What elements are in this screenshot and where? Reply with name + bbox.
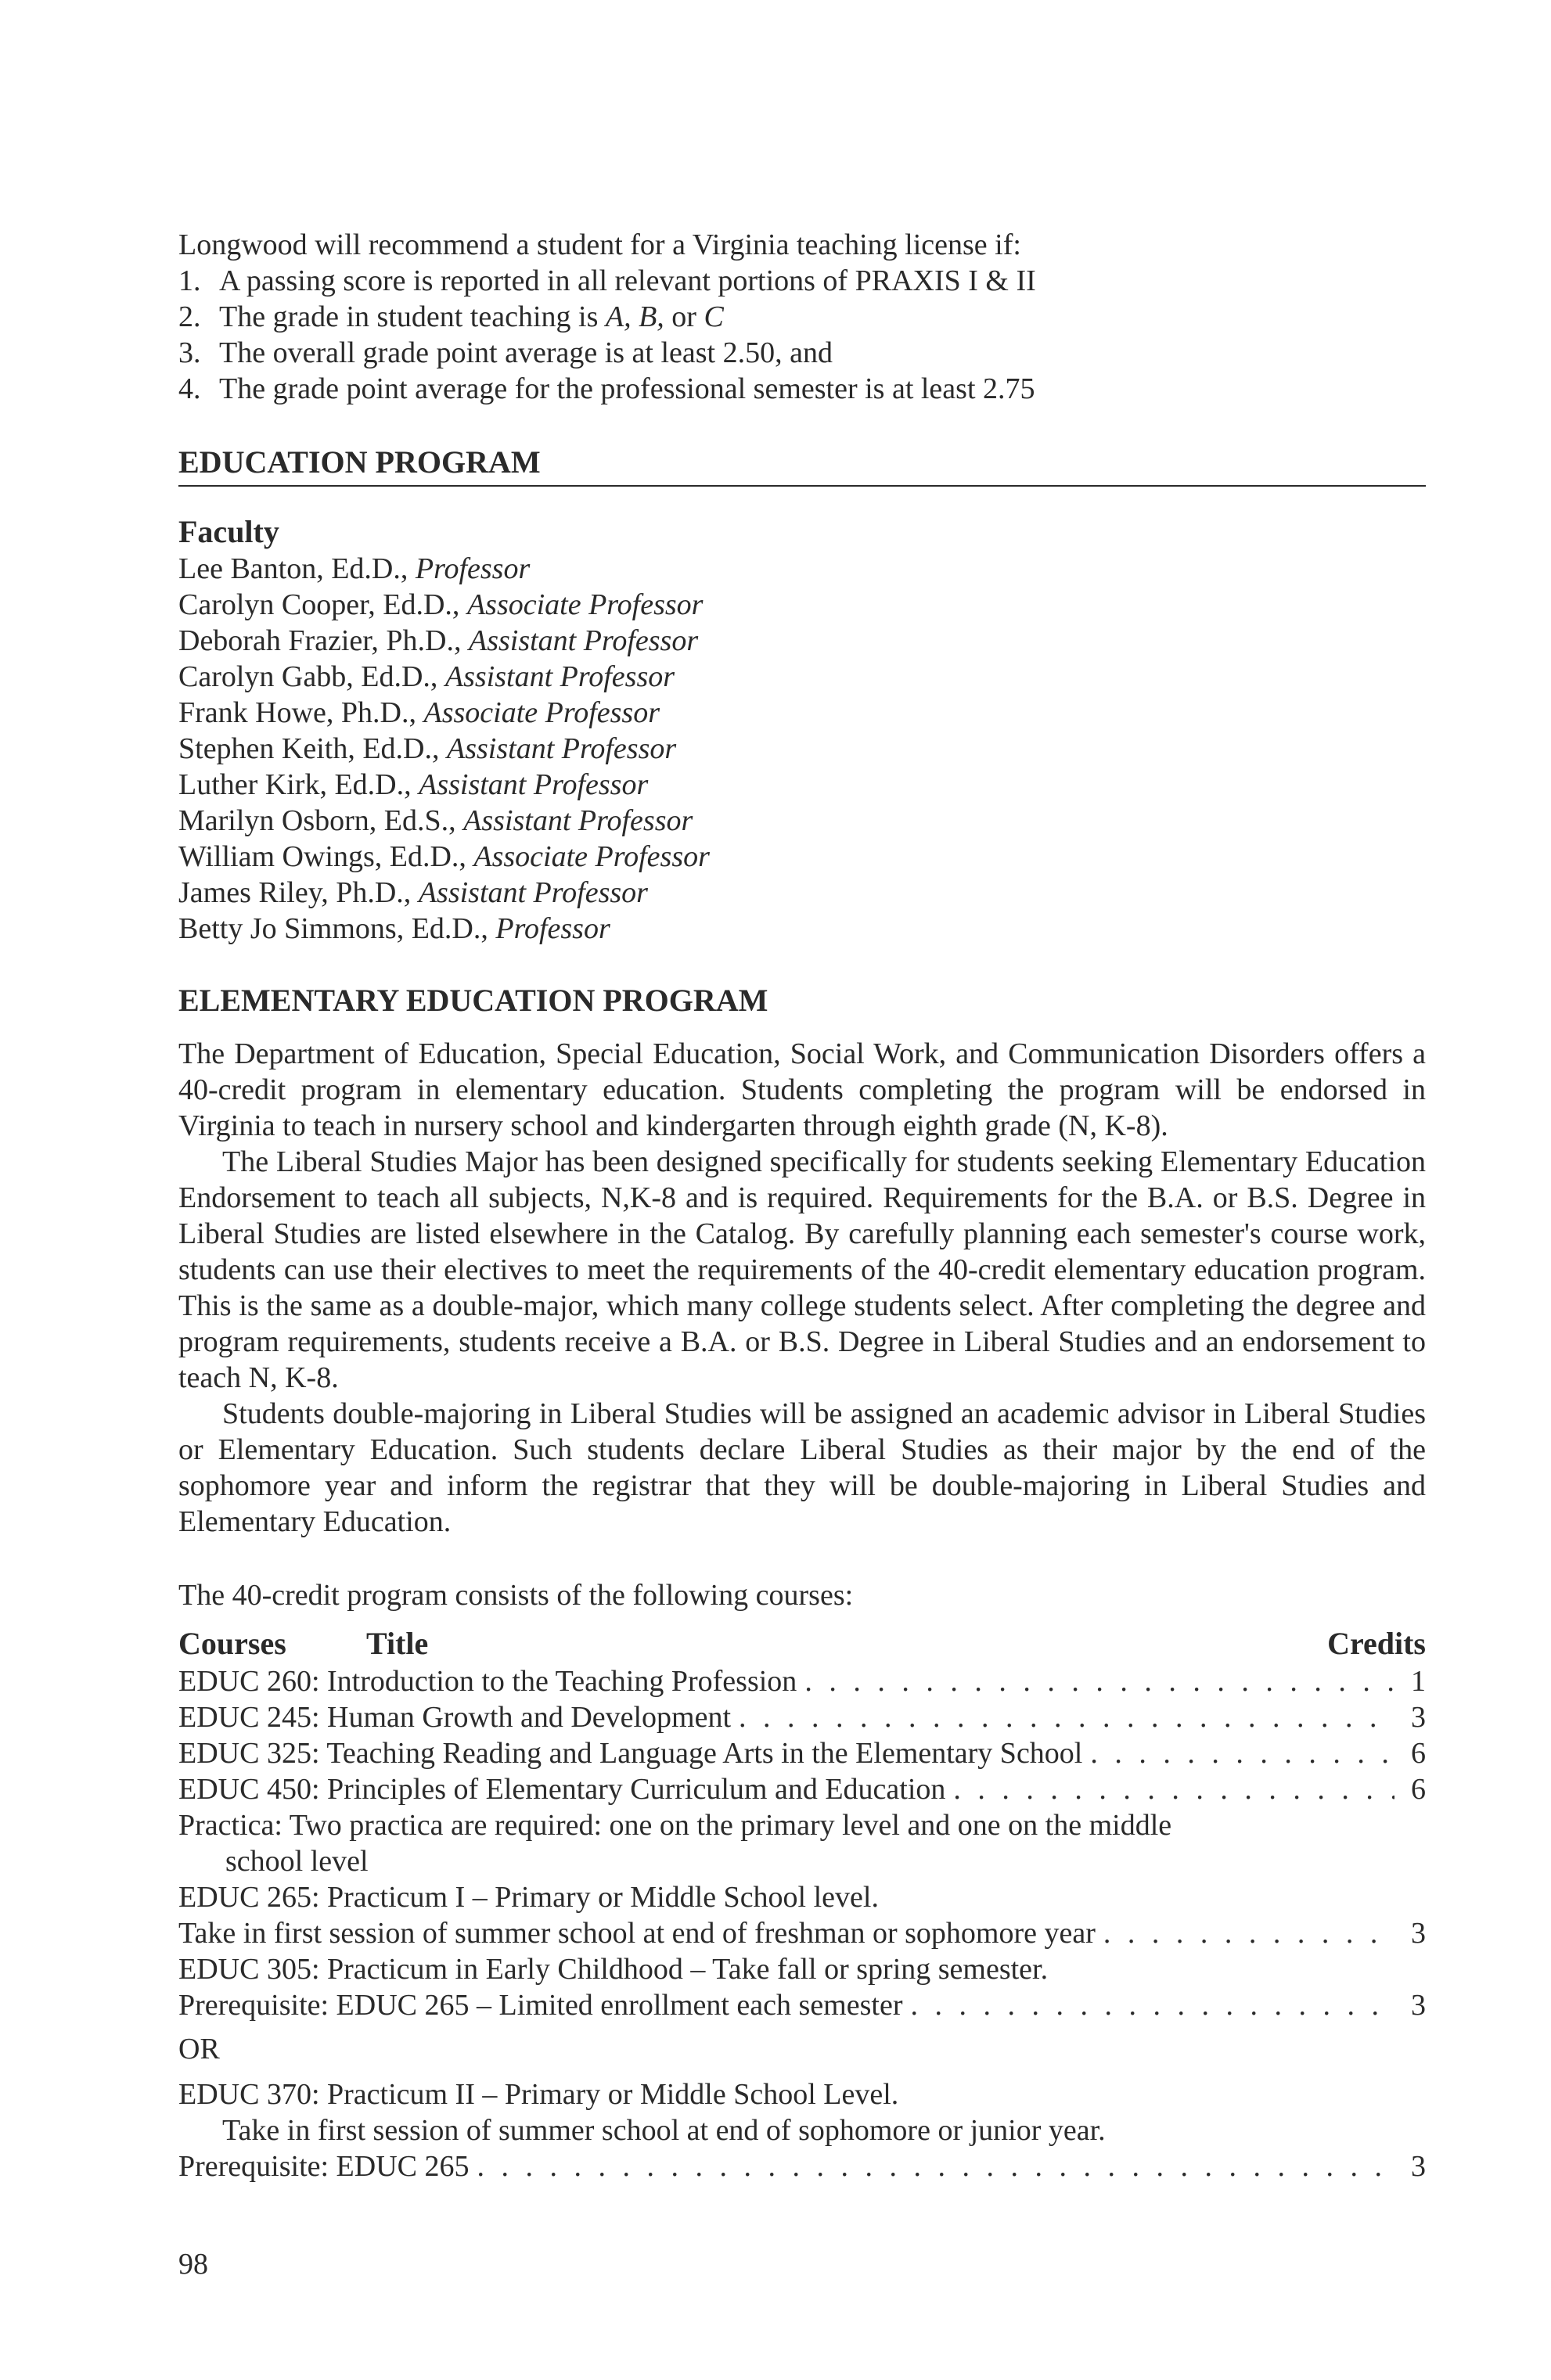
- faculty-member: Frank Howe, Ph.D., Associate Professor: [178, 696, 660, 729]
- course-table-header: [178, 1624, 1426, 1663]
- course-note: Take in first session of summer school at end of sophomore or junior year.: [222, 2114, 1106, 2147]
- license-requirements: [178, 263, 1426, 407]
- faculty-member: Stephen Keith, Ed.D., Assistant Professor: [178, 732, 677, 765]
- license-intro: Longwood will recommend a student for a Virginia teaching license if:: [178, 228, 1021, 261]
- column-title: Title: [366, 1626, 429, 1661]
- faculty-member: William Owings, Ed.D., Associate Professor: [178, 840, 710, 873]
- section-heading: ELEMENTARY EDUCATION PROGRAM: [178, 983, 768, 1018]
- course-row: EDUC 450: Principles of Elementary Curriculum and Education . . . 6: [178, 1771, 1426, 1807]
- course-row: EDUC 260: Introduction to the Teaching Profession . . . 1: [178, 1663, 1426, 1699]
- faculty-member: Marilyn Osborn, Ed.S., Assistant Professor: [178, 804, 693, 837]
- catalog-page: [178, 227, 1426, 2184]
- course-title-line: EDUC 265: Practicum I – Primary or Middle School level.: [178, 1881, 879, 1914]
- course-title-line: EDUC 305: Practicum in Early Childhood – Take fall or spring semester.: [178, 1953, 1049, 1986]
- course-row: EDUC 245: Human Growth and Development . . . 3: [178, 1699, 1426, 1735]
- section-heading: EDUCATION PROGRAM: [178, 443, 1426, 487]
- paragraph: Students double-majoring in Liberal Studies will be assigned an academic advisor in Liberal Studies or Elementary Education. Such students declare Liberal Studies as their major by the end of the sophomore year and inform the registrar that they will be double-majoring in Liberal Studies and Elementary Education.: [178, 1397, 1426, 1538]
- paragraph: The Department of Education, Special Education, Social Work, and Communication Disorders offers a 40-credit program in elementary education. Students completing the program will be endorsed in Virginia to teach in nursery school and kindergarten through eighth grade (N, K-8).: [178, 1037, 1426, 1142]
- faculty-member: Lee Banton, Ed.D., Professor: [178, 552, 531, 585]
- or-separator: OR: [178, 2033, 220, 2065]
- practica-note-cont: school level: [225, 1845, 369, 1878]
- page-number: 98: [178, 2248, 208, 2281]
- practica-note: Practica: Two practica are required: one on the primary level and one on the middle: [178, 1809, 1172, 1842]
- list-item: 1. A passing score is reported in all relevant portions of PRAXIS I & II: [178, 264, 1036, 297]
- faculty-member: Betty Jo Simmons, Ed.D., Professor: [178, 912, 610, 945]
- column-credits: Credits: [1327, 1626, 1426, 1661]
- faculty-member: Carolyn Gabb, Ed.D., Assistant Professor: [178, 660, 675, 693]
- list-item: 2. The grade in student teaching is A, B, or C: [178, 300, 724, 333]
- faculty-heading: Faculty: [178, 514, 279, 549]
- faculty-member: James Riley, Ph.D., Assistant Professor: [178, 876, 648, 909]
- faculty-member: Carolyn Cooper, Ed.D., Associate Professor: [178, 588, 704, 621]
- paragraph: The Liberal Studies Major has been designed specifically for students seeking Elementary Education Endorsement to teach all subjects, N,K-8 and is required. Requirements for the B.A. or B.S. Degree in Liberal Studies are listed elsewhere in the Catalog. By carefully planning each semester's course work, students can use their electives to meet the requirements of the 40-credit elementary education program. This is the same as a double-major, which many college students select. After completing the degree and program requirements, students receive a B.A. or B.S. Degree in Liberal Studies and an endorsement to teach N, K-8.: [178, 1145, 1426, 1394]
- course-row: EDUC 325: Teaching Reading and Language Arts in the Elementary School . . . 6: [178, 1735, 1426, 1771]
- course-row: Prerequisite: EDUC 265 – Limited enrollment each semester . . . 3: [178, 1987, 1426, 2023]
- list-item: 4. The grade point average for the professional semester is at least 2.75: [178, 372, 1035, 405]
- faculty-list: [178, 551, 1426, 947]
- faculty-member: Deborah Frazier, Ph.D., Assistant Professor: [178, 624, 699, 657]
- faculty-member: Luther Kirk, Ed.D., Assistant Professor: [178, 768, 649, 801]
- course-title-line: EDUC 370: Practicum II – Primary or Middle School Level.: [178, 2078, 899, 2111]
- list-item: 3. The overall grade point average is at least 2.50, and: [178, 336, 833, 369]
- courses-intro: The 40-credit program consists of the following courses:: [178, 1579, 854, 1612]
- course-row: Prerequisite: EDUC 265 . . . 3: [178, 2148, 1426, 2184]
- course-row: Take in first session of summer school at end of freshman or sophomore year . . . 3: [178, 1915, 1426, 1951]
- column-courses: Courses: [178, 1626, 286, 1661]
